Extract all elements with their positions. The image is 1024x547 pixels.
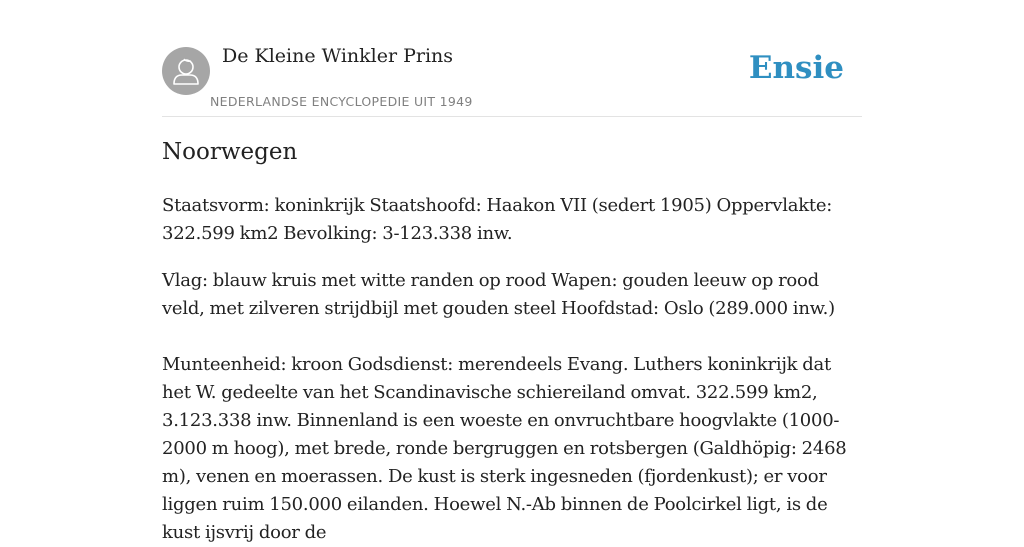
article-paragraph: Munteenheid: kroon Godsdienst: merendeels Evang. Luthers koninkrijk dat het W. gedeelte van het Scandinavische schiereiland omvat. 322.599 km2, 3.123.338 inw. Binnenland is een woeste en onvruchtbare hoogvlakte (1000-2000 m hoog), met brede, ronde bergruggen en rotsbergen (Galdhöpig: 2468 m), venen en moerassen. De kust is sterk ingesneden (fjordenkust); er voor liggen ruim 150.000 eilanden. Hoewel N.-Ab binnen de Poolcirkel ligt, is de kust ijsvrij door de [162,354,847,543]
page [162,0,862,543]
header [162,0,862,117]
author-name[interactable]: De Kleine Winkler Prins [222,45,454,67]
user-icon [162,47,210,95]
brand-logo[interactable]: Ensie [748,50,844,86]
avatar[interactable] [162,47,210,95]
article-paragraph: Staatsvorm: koninkrijk Staatshoofd: Haakon VII (sedert 1905) Oppervlakte: 322.599 km2 Bevolking: 3-123.338 inw. [162,195,833,244]
page-title: Noorwegen [162,139,298,165]
author-subtitle: NEDERLANDSE ENCYCLOPEDIE UIT 1949 [210,94,473,109]
article-paragraph: Vlag: blauw kruis met witte randen op rood Wapen: gouden leeuw op rood veld, met zilveren strijdbijl met gouden steel Hoofdstad: Oslo (289.000 inw.) [162,270,835,319]
